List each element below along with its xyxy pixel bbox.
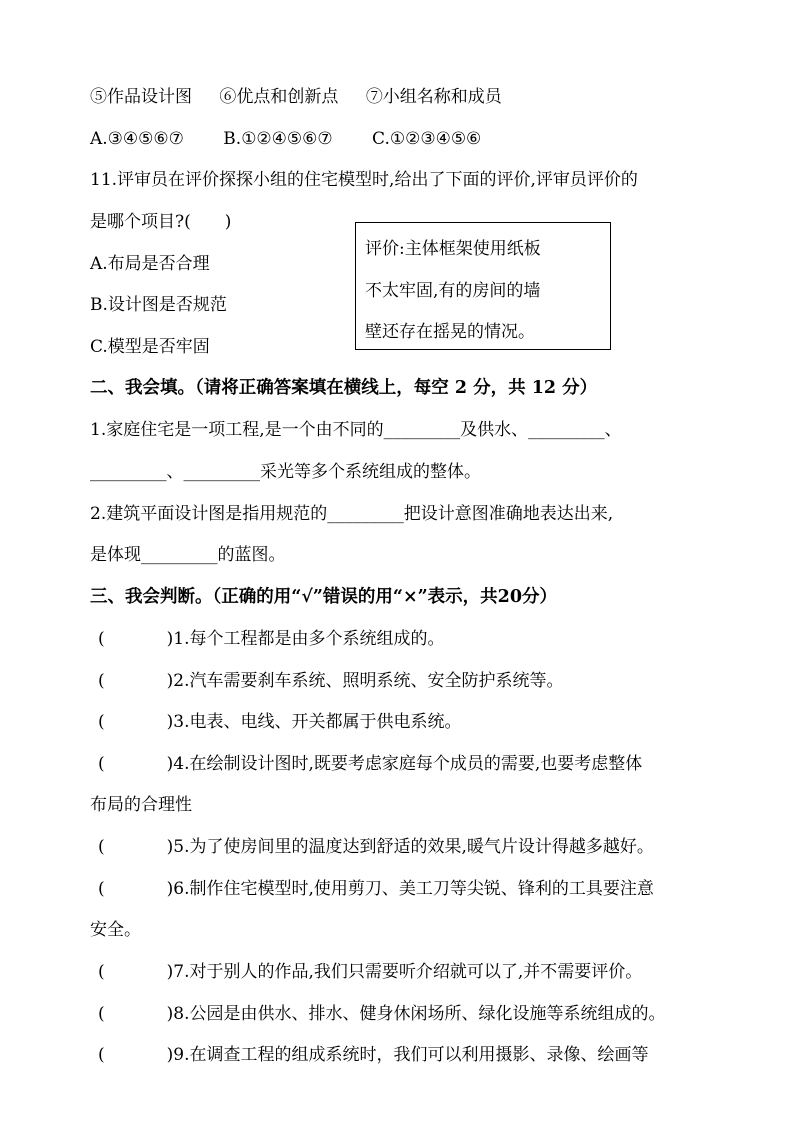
- section2-q1-line2: _________、_________采光等多个系统组成的整体。: [90, 462, 481, 482]
- q10-items-row: [90, 85, 524, 109]
- judge-item-text: 7.对于别人的作品,我们只需要听介绍就可以了,并不需要评价。: [173, 962, 643, 982]
- q10-item-6: ⑥优点和创新点: [219, 87, 339, 107]
- q10-item-5: ⑤作品设计图: [90, 87, 192, 107]
- judge-item-continuation: 布局的合理性: [90, 795, 192, 815]
- answer-paren-close: ): [166, 629, 174, 649]
- answer-paren-open: (: [98, 671, 105, 691]
- judge-item-text: 3.电表、电线、开关都属于供电系统。: [173, 712, 462, 732]
- answer-paren-close: ): [166, 1004, 174, 1024]
- judge-item: [98, 627, 445, 651]
- judge-item-text: 2.汽车需要刹车系统、照明系统、安全防护系统等。: [173, 671, 564, 691]
- answer-paren-open: (: [98, 837, 105, 857]
- answer-paren-open: (: [98, 712, 105, 732]
- judge-item: [98, 669, 564, 693]
- answer-paren-close: ): [166, 837, 174, 857]
- judge-item-text: 1.每个工程都是由多个系统组成的。: [173, 629, 445, 649]
- answer-paren-open: (: [98, 1045, 105, 1065]
- answer-paren-open: (: [98, 754, 105, 774]
- section3-heading: 三、我会判断。（正确的用“√”错误的用“×”表示，共20分）: [90, 587, 558, 607]
- evaluation-box: [355, 222, 611, 350]
- judge-item-text: 5.为了使房间里的温度达到舒适的效果,暖气片设计得越多越好。: [173, 837, 654, 857]
- answer-paren-close: ): [166, 962, 174, 982]
- section2-q2-line1: 2.建筑平面设计图是指用规范的_________把设计意图准确地表达出来,: [90, 504, 614, 524]
- q10-item-7: ⑦小组名称和成员: [365, 87, 502, 107]
- judge-item: [98, 752, 642, 776]
- judge-item-continuation: 安全。: [90, 920, 141, 940]
- evaluation-line-3: 壁还存在摇晃的情况。: [365, 322, 535, 342]
- section2-heading: 二、我会填。（请将正确答案填在横线上，每空 2 分，共 12 分）: [90, 378, 598, 398]
- q11-stem-line2: 是哪个项目?( ): [90, 212, 232, 232]
- answer-paren-open: (: [98, 629, 105, 649]
- judge-item: [98, 1043, 649, 1067]
- section2-q2-line2: 是体现_________的蓝图。: [90, 545, 286, 565]
- q11-option-c: C.模型是否牢固: [90, 337, 210, 357]
- judge-item-text: 4.在绘制设计图时,既要考虑家庭每个成员的需要,也要考虑整体: [173, 754, 643, 774]
- answer-paren-close: ): [166, 1045, 174, 1065]
- judge-item: [98, 960, 642, 984]
- evaluation-line-2: 不太牢固,有的房间的墙: [365, 281, 541, 301]
- section2-q1-line1: 1.家庭住宅是一项工程,是一个由不同的_________及供水、_________、: [90, 420, 622, 440]
- judge-item: [98, 710, 462, 734]
- answer-paren-open: (: [98, 879, 105, 899]
- q10-option-b: B.①②④⑤⑥⑦: [223, 129, 333, 149]
- q11-option-a: A.布局是否合理: [90, 254, 210, 274]
- q10-option-a: A.③④⑤⑥⑦: [90, 129, 184, 149]
- judge-item: [98, 835, 654, 859]
- evaluation-line-1: 评价:主体框架使用纸板: [365, 239, 541, 259]
- judge-item-text: 9.在调查工程的组成系统时，我们可以利用摄影、录像、绘画等: [173, 1045, 649, 1065]
- judge-item-text: 6.制作住宅模型时,使用剪刀、美工刀等尖锐、锋利的工具要注意: [173, 879, 654, 899]
- answer-paren-close: ): [166, 879, 174, 899]
- judge-item-text: 8.公园是由供水、排水、健身休闲场所、绿化设施等系统组成的。: [173, 1004, 666, 1024]
- q10-option-c: C.①②③④⑤⑥: [372, 129, 482, 149]
- answer-paren-open: (: [98, 1004, 105, 1024]
- q11-option-b: B.设计图是否规范: [90, 295, 227, 315]
- judge-item: [98, 1002, 666, 1026]
- q11-stem-line1: 11.评审员在评价探探小组的住宅模型时,给出了下面的评价,评审员评价的: [90, 170, 638, 190]
- judge-item: [98, 877, 654, 901]
- answer-paren-close: ): [166, 712, 174, 732]
- q10-options-row: [90, 127, 503, 151]
- answer-paren-close: ): [166, 671, 174, 691]
- answer-paren-close: ): [166, 754, 174, 774]
- answer-paren-open: (: [98, 962, 105, 982]
